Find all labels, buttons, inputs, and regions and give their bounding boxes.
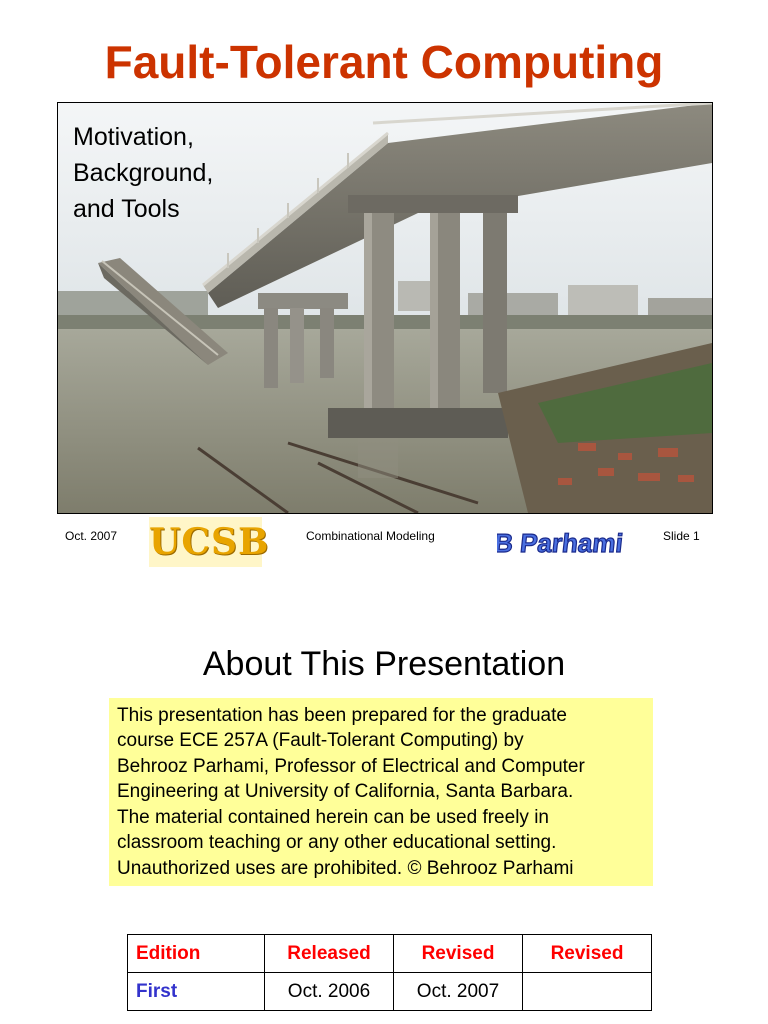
footer-slide-number: Slide 1 [663, 529, 700, 543]
description-line: Behrooz Parhami, Professor of Electrical and Computer [117, 756, 585, 777]
table-row [128, 973, 652, 1011]
slide-subtitle [73, 119, 213, 227]
description-line: course ECE 257A (Fault-Tolerant Computing) by [117, 730, 524, 751]
header-revised: Revised [523, 935, 652, 973]
table-header-row [128, 935, 652, 973]
description-line: Engineering at University of California, Santa Barbara. [117, 781, 574, 802]
ucsb-logo-text: UCSB [149, 521, 270, 563]
subtitle-line: Background, [73, 159, 214, 187]
about-title: About This Presentation [202, 645, 566, 683]
released-cell: Oct. 2006 [265, 973, 394, 1011]
parhami-logo-text: B Parhami [497, 528, 625, 558]
description-line: The material contained herein can be used freely in [117, 807, 549, 828]
header-released: Released [265, 935, 394, 973]
description-line: classroom teaching or any other educational setting. [117, 832, 557, 853]
revised-cell [523, 973, 652, 1011]
slide-title: Fault-Tolerant Computing [104, 36, 664, 88]
header-edition: Edition [128, 935, 265, 973]
parhami-logo [497, 520, 625, 564]
description-line: Unauthorized uses are prohibited. © Behrooz Parhami [117, 858, 574, 879]
ucsb-logo [149, 517, 270, 567]
about-description-box [109, 698, 653, 886]
footer-topic: Combinational Modeling [306, 529, 435, 543]
parhami-logo-art [497, 520, 625, 564]
bridge-collapse-photo [57, 102, 713, 514]
description-line: This presentation has been prepared for the graduate [117, 705, 567, 726]
revised-cell: Oct. 2007 [394, 973, 523, 1011]
subtitle-line: Motivation, [73, 123, 194, 151]
footer-date: Oct. 2007 [65, 529, 118, 543]
subtitle-line: and Tools [73, 195, 180, 223]
edition-cell: First [128, 973, 265, 1011]
header-revised: Revised [394, 935, 523, 973]
edition-history-table [127, 934, 652, 1011]
